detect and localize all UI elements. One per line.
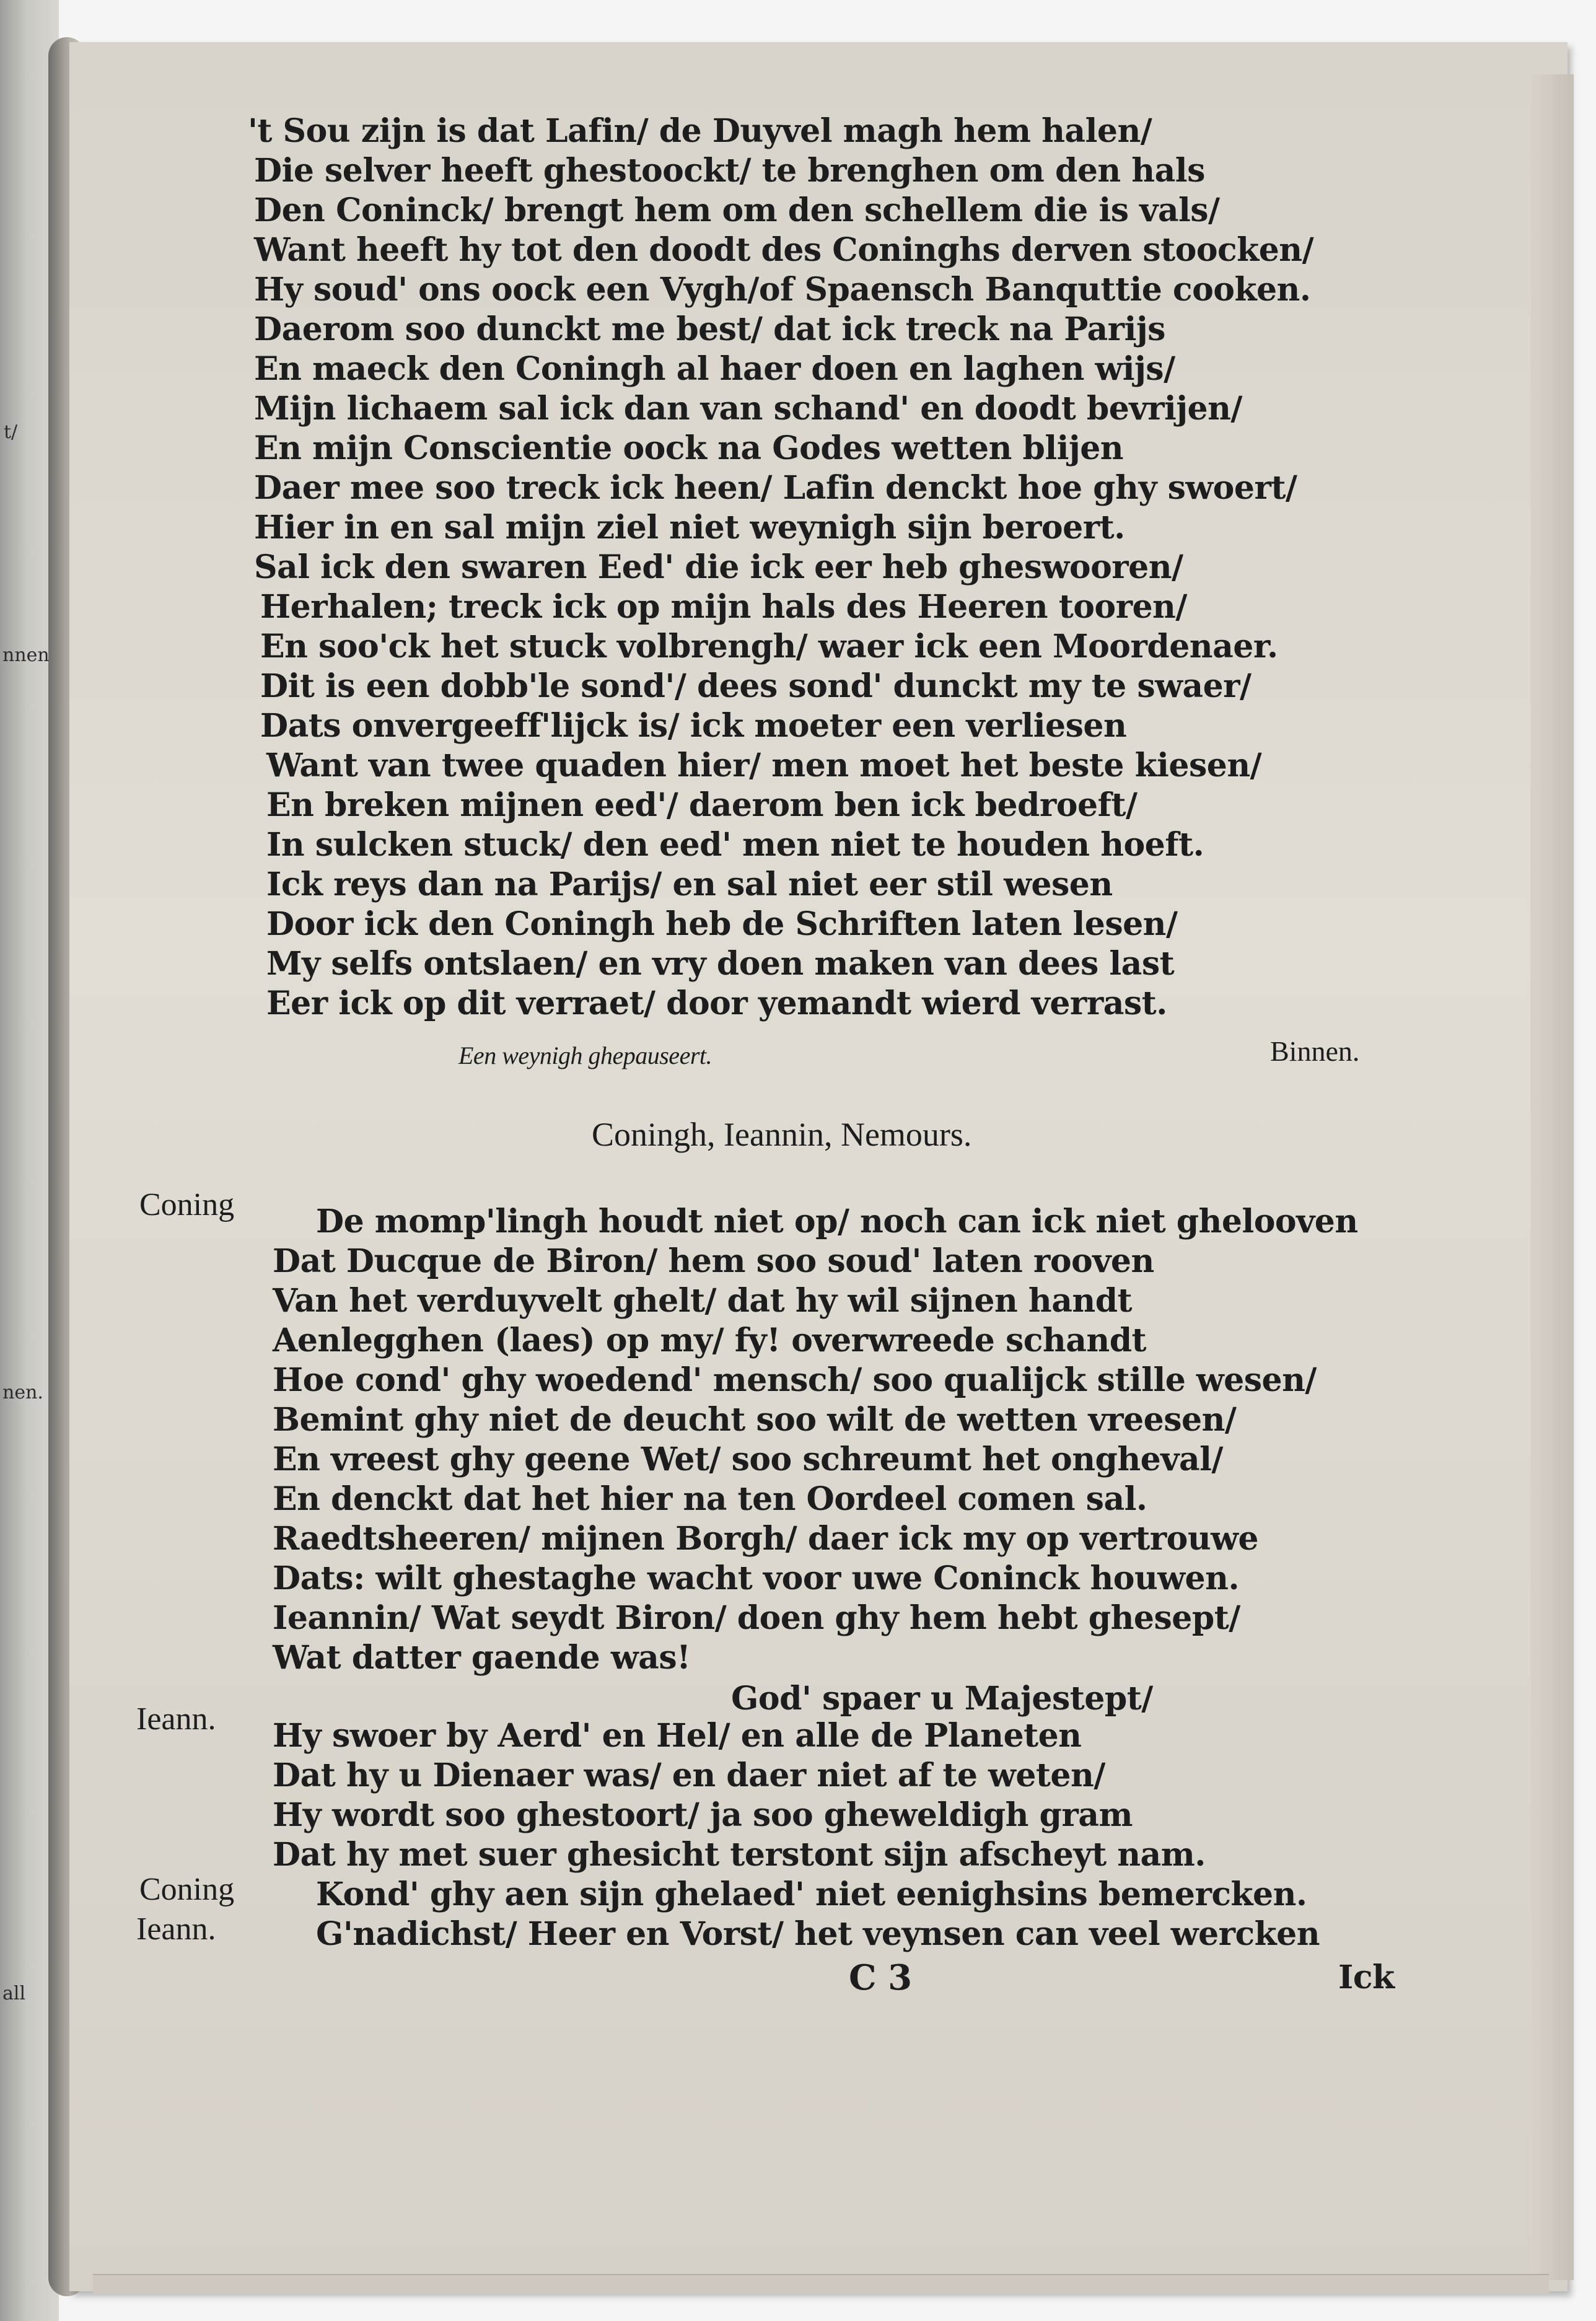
verse-line: In sulcken stuck/ den eed' men niet te houden hoeft. [266,826,1204,864]
exit-direction: Binnen. [1270,1035,1360,1067]
speaker-label: Coning [139,1872,235,1907]
dialogue-line: Hy swoer by Aerd' en Hel/ en alle de Planeten [273,1717,1082,1755]
dialogue-line: Dat hy u Dienaer was/ en daer niet af te weten/ [273,1757,1105,1794]
dialogue-line: Aenlegghen (laes) op my/ fy! overwreede schandt [273,1322,1147,1359]
dialogue-line: Hoe cond' ghy woedend' mensch/ soo qualijck stille wesen/ [273,1361,1317,1399]
scene-heading: Coningh, Ieannin, Nemours. [592,1116,972,1153]
dialogue-line: Ieannin/ Wat seydt Biron/ doen ghy hem hebt ghesept/ [273,1599,1240,1637]
signature-mark: C 3 [849,1957,912,1998]
verse-line: Daerom soo dunckt me best/ dat ick treck na Parijs [254,310,1165,348]
verse-line: Hier in en sal mijn ziel niet weynigh sijn beroert. [254,509,1125,546]
verse-line: Sal ick den swaren Eed' die ick eer heb gheswooren/ [254,548,1183,586]
dialogue-line: Dats: wilt ghestaghe wacht voor uwe Coninck houwen. [273,1560,1240,1597]
dialogue-line: Bemint ghy niet de deucht soo wilt de wetten vreesen/ [273,1401,1237,1439]
left-margin-fragment: nnen [2,644,50,666]
catchword: Ick [1338,1959,1395,1996]
verse-line: Eer ick op dit verraet/ door yemandt wierd verrast. [266,985,1167,1022]
verse-line: En mijn Conscientie oock na Godes wetten blijen [254,429,1124,467]
speaker-label: Coning [139,1187,235,1222]
verse-line: Dit is een dobb'le sond'/ dees sond' dunckt my te swaer/ [260,667,1252,705]
dialogue-line: De momp'lingh houdt niet op/ noch can ick niet ghelooven [316,1203,1358,1240]
verse-line: 't Sou zijn is dat Lafin/ de Duyvel magh hem halen/ [248,112,1152,150]
verse-line: En soo'ck het stuck volbrengh/ waer ick een Moordenaer. [260,628,1278,665]
dialogue-line: Kond' ghy aen sijn ghelaed' niet eenighsins bemercken. [316,1876,1307,1913]
verse-line: Ick reys dan na Parijs/ en sal niet eer stil wesen [266,866,1113,903]
dialogue-line: God' spaer u Majestept/ [731,1680,1153,1718]
speaker-label: Ieann. [136,1911,216,1947]
dialogue-line: Wat datter gaende was! [273,1639,691,1677]
dialogue-line: En denckt dat het hier na ten Oordeel comen sal. [273,1480,1147,1518]
dialogue-line: Van het verduyvelt ghelt/ dat hy wil sijnen handt [273,1282,1133,1320]
verse-line: Dats onvergeeff'lijck is/ ick moeter een verliesen [260,707,1127,745]
left-margin-fragment: nen. [2,1382,43,1403]
verse-line: Daer mee soo treck ick heen/ Lafin denckt hoe ghy swoert/ [254,469,1297,507]
verse-line: Herhalen; treck ick op mijn hals des Heeren tooren/ [260,588,1187,626]
stage-direction: Een weynigh ghepauseert. [458,1042,712,1069]
dialogue-line: En vreest ghy geene Wet/ soo schreumt het ongheval/ [273,1441,1223,1478]
page-edge [1530,74,1574,2280]
verse-line: En breken mijnen eed'/ daerom ben ick bedroeft/ [266,786,1138,824]
verse-line: Want heeft hy tot den doodt des Coninghs derven stoocken/ [254,231,1314,269]
left-margin-fragment: all [2,1983,26,2004]
dialogue-line: Dat Ducque de Biron/ hem soo soud' laten rooven [273,1242,1154,1280]
speaker-label: Ieann. [136,1701,216,1737]
left-margin-fragment: t/ [4,421,18,443]
dialogue-line: Hy wordt soo ghestoort/ ja soo gheweldigh gram [273,1796,1133,1834]
verse-line: Door ick den Coningh heb de Schriften laten lesen/ [266,905,1178,943]
verse-line: Mijn lichaem sal ick dan van schand' en doodt bevrijen/ [254,390,1242,428]
verse-line: My selfs ontslaen/ en vry doen maken van dees last [266,945,1175,983]
verse-line: Den Coninck/ brengt hem om den schellem die is vals/ [254,191,1220,229]
dialogue-line: Dat hy met suer ghesicht terstont sijn afscheyt nam. [273,1836,1206,1874]
dialogue-line: Raedtsheeren/ mijnen Borgh/ daer ick my op vertrouwe [273,1520,1259,1558]
verse-line: En maeck den Coningh al haer doen en laghen wijs/ [254,350,1175,388]
dialogue-line: G'nadichst/ Heer en Vorst/ het veynsen can veel wercken [316,1915,1320,1953]
verse-line: Want van twee quaden hier/ men moet het beste kiesen/ [266,747,1262,784]
verse-line: Die selver heeft ghestoockt/ te brenghen om den hals [254,152,1205,190]
page-bottom-edge [93,2274,1549,2294]
verse-line: Hy soud' ons oock een Vygh/of Spaensch Banquttie cooken. [254,271,1311,309]
